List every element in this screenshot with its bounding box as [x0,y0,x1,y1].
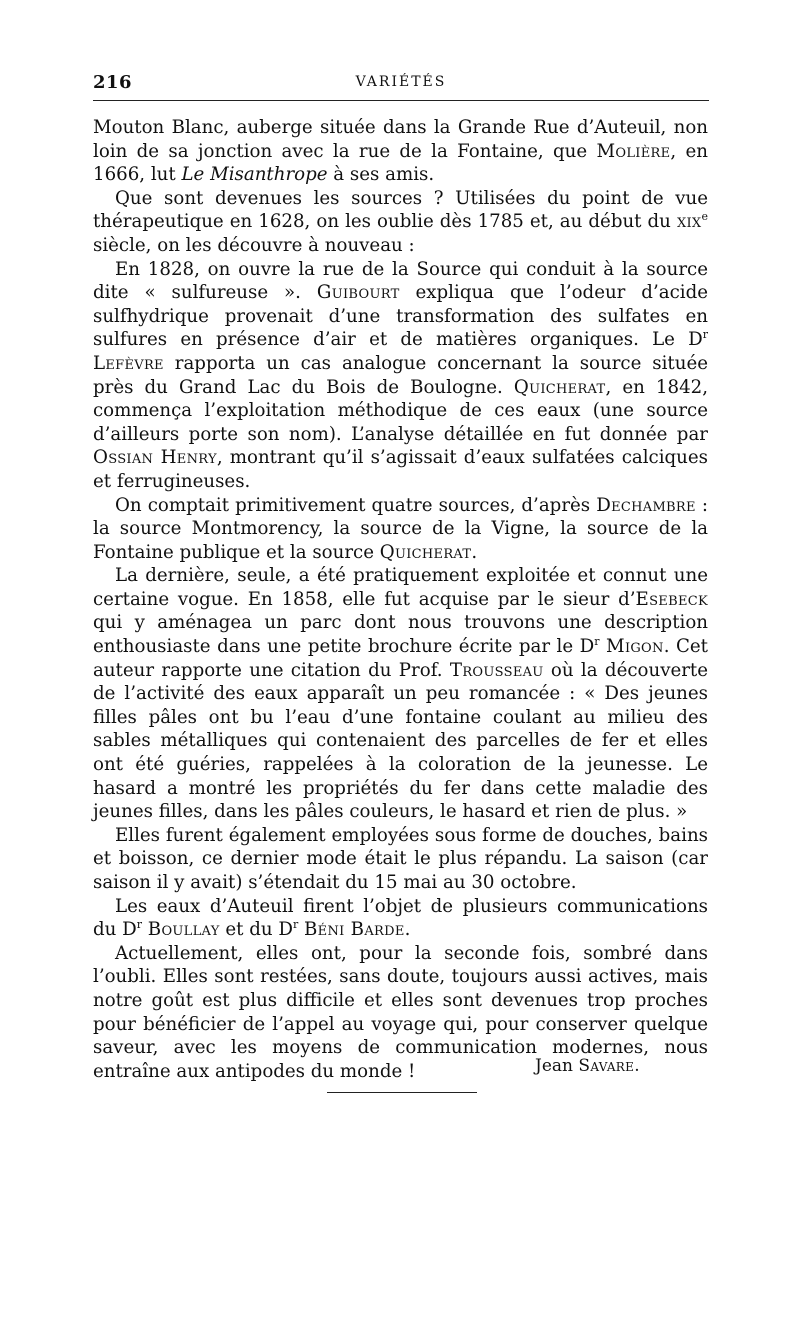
text-run: siècle, on les découvre à nouveau : [93,234,415,256]
proper-name: Ossian Henry [93,447,217,469]
paragraph [93,187,708,258]
text-run: où la découverte de l’activité des eaux apparaît un peu romancée : « Des jeunes filles pâles ont bu l’eau d’une fontaine coulant au milieu des sables métalliques qui contenaient des parcelles de fer et elles ont été guéries, rappelées à la coloration de la jeunesse. Le hasard a montré les propriétés du fer dans cette maladie des jeunes filles, dans les pâles couleurs, le hasard et rien de plus. » [93,659,708,823]
superscript: r [594,635,600,649]
author-first-name: Jean [535,1056,573,1076]
proper-name: Dechambre [596,494,696,516]
end-rule [327,1092,477,1093]
author-signature [535,1056,640,1076]
text-run: En 1828, on ouvre la rue de la Source qui conduit à la source dite « sulfureuse ». [93,258,708,304]
text-run: . [471,541,478,563]
running-title: VARIÉTÉS [355,74,447,90]
paragraph [93,895,708,942]
superscript: r [702,328,708,342]
text-run: à ses amis. [327,164,435,186]
proper-name: Migon [606,636,664,658]
proper-name: Quicherat [379,541,472,563]
text-run: et du D [219,919,293,941]
text-run: , en 1666, lut [93,140,708,186]
text-run: , montrant qu’il s’agissait d’eaux sulfatées calciques et ferrugineuses. [93,447,708,492]
article-body [93,116,708,1083]
text-run: Elles furent également employées sous forme de douches, bains et boisson, ce dernier mode était le plus répandu. La saison (car saison il y avait) s’étendait du 15 mai au 30 octobre. [93,824,708,893]
proper-name: Lefèvre [93,352,164,374]
text-run: Actuellement, elles ont, pour la seconde fois, sombré dans l’oubli. Elles sont restées, sans doute, toujours aussi actives, mais notre goût est plus difficile et elles sont devenues trop proches pour bénéficier de l’appel au voyage qui, pour conserver quelque saveur, avec les moyens de communication modernes, nous entraîne aux antipodes du monde ! [93,942,708,1082]
text-run: rapporta un cas analogue concernant la source située près du Grand Lac du Bois de Boulogne. [93,352,708,398]
proper-name: xix [676,211,702,233]
text-run: , en 1842, commença l’exploitation méthodique de ces eaux (une source d’ailleurs porte son nom). L’analyse détaillée en fut donnée par [93,376,709,445]
text-run: La dernière, seule, a été pratiquement exploitée et connut une certaine vogue. En 1858, elle fut acquise par le sieur d’ [93,565,708,610]
paragraph [93,116,708,187]
text-run: On comptait primitivement quatre sources, d’après [115,494,597,516]
page-number: 216 [93,72,133,93]
text-run: . Cet auteur rapporte une citation du Prof. [93,636,708,681]
paragraph [93,824,708,895]
text-run: Les eaux d’Auteuil firent l’objet de plusieurs communications du D [93,895,708,941]
proper-name: Quicherat [513,376,606,398]
paragraph [93,564,708,824]
text-run: qui y aménagea un parc dont nous trouvons une description enthousiaste dans une petite brochure écrite par le D [93,612,708,658]
text-run: Mouton Blanc, auberge située dans la Grande Rue d’Auteuil, non loin de sa jonction avec la rue de la Fontaine, que [93,117,708,162]
proper-name: Trousseau [449,659,544,681]
paragraph [93,494,708,565]
superscript: e [701,210,708,224]
proper-name: Esebeck [635,588,708,610]
proper-name: Béni Barde [304,919,405,941]
page-header [93,64,709,98]
proper-name: Guibourt [316,282,400,304]
proper-name: Molière [596,140,671,162]
text-run: . [404,919,411,941]
text-run: : la source Montmorency, la source de la Vigne, la source de la Fontaine publique et la source [93,494,708,563]
superscript: r [136,918,142,932]
superscript: r [292,918,299,932]
author-last-name: Savare. [578,1056,640,1076]
proper-name: Boullay [147,919,220,941]
text-run: Que sont devenues les sources ? Utilisées du point de vue thérapeutique en 1628, on les oublie dès 1785 et, au début du [93,187,708,233]
italic-title: Le Misanthrope [181,164,328,186]
paragraph [93,258,708,494]
text-run: expliqua que l’odeur d’acide sulfhydrique provenait d’une transformation des sulfates en sulfures en présence d’air et de matières organiques. Le D [93,282,708,351]
header-rule [93,100,709,101]
